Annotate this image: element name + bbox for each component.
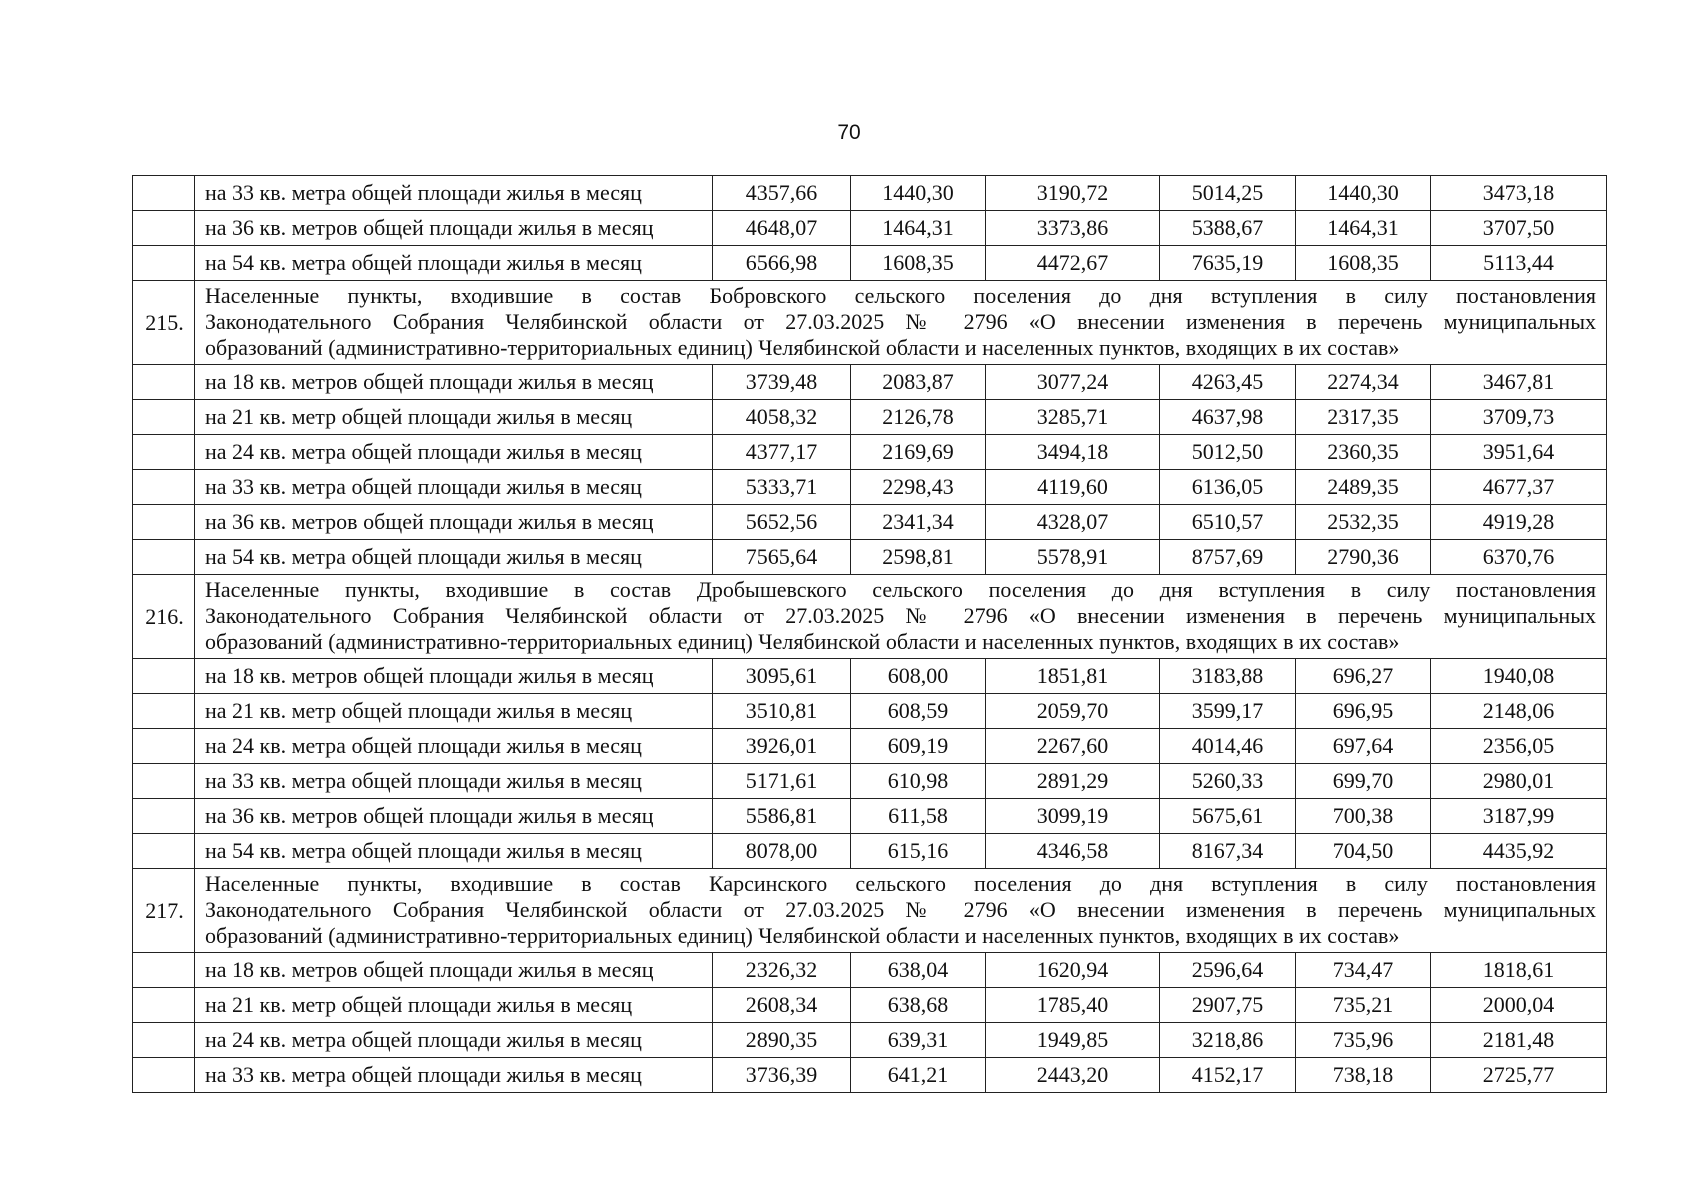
value-cell: 2169,69 — [851, 435, 986, 470]
table-row — [133, 400, 1607, 435]
value-cell: 7635,19 — [1160, 246, 1296, 281]
row-number-cell — [133, 470, 195, 505]
value-cell: 738,18 — [1296, 1058, 1431, 1093]
value-cell: 5333,71 — [713, 470, 851, 505]
value-cell: 2608,34 — [713, 988, 851, 1023]
row-label: на 18 кв. метров общей площади жилья в месяц — [195, 365, 713, 400]
value-cell: 1464,31 — [851, 211, 986, 246]
value-cell: 5675,61 — [1160, 799, 1296, 834]
value-cell: 608,00 — [851, 659, 986, 694]
value-cell: 639,31 — [851, 1023, 986, 1058]
value-cell: 734,47 — [1296, 953, 1431, 988]
section-number: 215. — [133, 281, 195, 365]
row-label: на 33 кв. метра общей площади жилья в месяц — [195, 470, 713, 505]
value-cell: 2341,34 — [851, 505, 986, 540]
section-title-line: образований (административно-территориальных единиц) Челябинской области и населенных пунктов, входящих в их состав» — [205, 335, 1400, 360]
row-number-cell — [133, 694, 195, 729]
row-number-cell — [133, 540, 195, 575]
page-number: 70 — [837, 121, 861, 144]
value-cell: 638,04 — [851, 953, 986, 988]
section-number: 217. — [133, 869, 195, 953]
row-number-cell — [133, 1023, 195, 1058]
value-cell: 6370,76 — [1431, 540, 1607, 575]
section-title-line: Населенные пункты, входившие в состав Бобровского сельского поселения до дня вступления в силу постановления — [205, 283, 1596, 308]
value-cell: 4357,66 — [713, 176, 851, 211]
section-title-line: Законодательного Собрания Челябинской области от 27.03.2025 № 2796 «О внесении изменения в перечень муниципальных — [205, 897, 1596, 922]
row-label: на 24 кв. метра общей площади жилья в месяц — [195, 1023, 713, 1058]
section-number: 216. — [133, 575, 195, 659]
table-row — [133, 435, 1607, 470]
value-cell: 2317,35 — [1296, 400, 1431, 435]
value-cell: 3467,81 — [1431, 365, 1607, 400]
value-cell: 696,95 — [1296, 694, 1431, 729]
value-cell: 5171,61 — [713, 764, 851, 799]
value-cell: 2443,20 — [986, 1058, 1160, 1093]
value-cell: 2083,87 — [851, 365, 986, 400]
row-label: на 21 кв. метр общей площади жилья в месяц — [195, 694, 713, 729]
value-cell: 3373,86 — [986, 211, 1160, 246]
row-number-cell — [133, 953, 195, 988]
value-cell: 5388,67 — [1160, 211, 1296, 246]
value-cell: 3190,72 — [986, 176, 1160, 211]
value-cell: 2274,34 — [1296, 365, 1431, 400]
value-cell: 8757,69 — [1160, 540, 1296, 575]
value-cell: 3599,17 — [1160, 694, 1296, 729]
row-number-cell — [133, 211, 195, 246]
value-cell: 1949,85 — [986, 1023, 1160, 1058]
section-title — [195, 281, 1607, 365]
row-label: на 33 кв. метра общей площади жилья в месяц — [195, 764, 713, 799]
value-cell: 1464,31 — [1296, 211, 1431, 246]
value-cell: 696,27 — [1296, 659, 1431, 694]
row-number-cell — [133, 729, 195, 764]
value-cell: 1940,08 — [1431, 659, 1607, 694]
value-cell: 735,21 — [1296, 988, 1431, 1023]
row-label: на 18 кв. метров общей площади жилья в месяц — [195, 953, 713, 988]
row-label: на 54 кв. метра общей площади жилья в месяц — [195, 834, 713, 869]
table-row — [133, 365, 1607, 400]
row-label: на 18 кв. метров общей площади жилья в месяц — [195, 659, 713, 694]
section-header-row — [133, 281, 1607, 365]
row-number-cell — [133, 1058, 195, 1093]
value-cell: 2725,77 — [1431, 1058, 1607, 1093]
tariff-table — [132, 175, 1607, 1093]
section-title — [195, 869, 1607, 953]
value-cell: 4648,07 — [713, 211, 851, 246]
value-cell: 4472,67 — [986, 246, 1160, 281]
value-cell: 2148,06 — [1431, 694, 1607, 729]
table-row — [133, 953, 1607, 988]
value-cell: 5113,44 — [1431, 246, 1607, 281]
row-number-cell — [133, 834, 195, 869]
row-label: на 21 кв. метр общей площади жилья в месяц — [195, 400, 713, 435]
row-label: на 36 кв. метров общей площади жилья в месяц — [195, 799, 713, 834]
row-label: на 24 кв. метра общей площади жилья в месяц — [195, 729, 713, 764]
value-cell: 2298,43 — [851, 470, 986, 505]
value-cell: 608,59 — [851, 694, 986, 729]
row-label: на 36 кв. метров общей площади жилья в месяц — [195, 211, 713, 246]
value-cell: 3473,18 — [1431, 176, 1607, 211]
value-cell: 3494,18 — [986, 435, 1160, 470]
value-cell: 697,64 — [1296, 729, 1431, 764]
table-row — [133, 764, 1607, 799]
row-number-cell — [133, 659, 195, 694]
value-cell: 1440,30 — [851, 176, 986, 211]
value-cell: 4058,32 — [713, 400, 851, 435]
table-row — [133, 729, 1607, 764]
row-label: на 33 кв. метра общей площади жилья в месяц — [195, 176, 713, 211]
value-cell: 2181,48 — [1431, 1023, 1607, 1058]
value-cell: 3077,24 — [986, 365, 1160, 400]
value-cell: 8078,00 — [713, 834, 851, 869]
row-label: на 54 кв. метра общей площади жилья в месяц — [195, 540, 713, 575]
value-cell: 2126,78 — [851, 400, 986, 435]
value-cell: 3709,73 — [1431, 400, 1607, 435]
value-cell: 609,19 — [851, 729, 986, 764]
value-cell: 4919,28 — [1431, 505, 1607, 540]
value-cell: 735,96 — [1296, 1023, 1431, 1058]
value-cell: 3183,88 — [1160, 659, 1296, 694]
table-row — [133, 1023, 1607, 1058]
value-cell: 5260,33 — [1160, 764, 1296, 799]
section-title-line: Законодательного Собрания Челябинской области от 27.03.2025 № 2796 «О внесении изменения в перечень муниципальных — [205, 603, 1596, 628]
value-cell: 4435,92 — [1431, 834, 1607, 869]
value-cell: 3187,99 — [1431, 799, 1607, 834]
value-cell: 4152,17 — [1160, 1058, 1296, 1093]
value-cell: 1608,35 — [1296, 246, 1431, 281]
value-cell: 615,16 — [851, 834, 986, 869]
value-cell: 6566,98 — [713, 246, 851, 281]
value-cell: 3510,81 — [713, 694, 851, 729]
row-label: на 21 кв. метр общей площади жилья в месяц — [195, 988, 713, 1023]
value-cell: 1851,81 — [986, 659, 1160, 694]
value-cell: 3951,64 — [1431, 435, 1607, 470]
row-label: на 54 кв. метра общей площади жилья в месяц — [195, 246, 713, 281]
value-cell: 3707,50 — [1431, 211, 1607, 246]
value-cell: 4014,46 — [1160, 729, 1296, 764]
value-cell: 5586,81 — [713, 799, 851, 834]
value-cell: 2907,75 — [1160, 988, 1296, 1023]
table-row — [133, 505, 1607, 540]
value-cell: 3285,71 — [986, 400, 1160, 435]
table-row — [133, 176, 1607, 211]
value-cell: 6136,05 — [1160, 470, 1296, 505]
value-cell: 3099,19 — [986, 799, 1160, 834]
value-cell: 3095,61 — [713, 659, 851, 694]
value-cell: 1620,94 — [986, 953, 1160, 988]
value-cell: 2598,81 — [851, 540, 986, 575]
value-cell: 2980,01 — [1431, 764, 1607, 799]
table-row — [133, 246, 1607, 281]
value-cell: 4328,07 — [986, 505, 1160, 540]
value-cell: 2356,05 — [1431, 729, 1607, 764]
value-cell: 3218,86 — [1160, 1023, 1296, 1058]
value-cell: 5012,50 — [1160, 435, 1296, 470]
value-cell: 2489,35 — [1296, 470, 1431, 505]
table-row — [133, 694, 1607, 729]
value-cell: 641,21 — [851, 1058, 986, 1093]
value-cell: 2360,35 — [1296, 435, 1431, 470]
section-title-line: Законодательного Собрания Челябинской области от 27.03.2025 № 2796 «О внесении изменения в перечень муниципальных — [205, 309, 1596, 334]
section-title-line: Населенные пункты, входившие в состав Карсинского сельского поселения до дня вступления в силу постановления — [205, 871, 1596, 896]
value-cell: 611,58 — [851, 799, 986, 834]
value-cell: 638,68 — [851, 988, 986, 1023]
value-cell: 7565,64 — [713, 540, 851, 575]
row-number-cell — [133, 365, 195, 400]
value-cell: 4637,98 — [1160, 400, 1296, 435]
value-cell: 1440,30 — [1296, 176, 1431, 211]
value-cell: 1608,35 — [851, 246, 986, 281]
section-header-row — [133, 575, 1607, 659]
table-row — [133, 1058, 1607, 1093]
row-number-cell — [133, 435, 195, 470]
row-number-cell — [133, 176, 195, 211]
table-row — [133, 470, 1607, 505]
table-row — [133, 540, 1607, 575]
value-cell: 5014,25 — [1160, 176, 1296, 211]
row-number-cell — [133, 246, 195, 281]
value-cell: 3739,48 — [713, 365, 851, 400]
value-cell: 1818,61 — [1431, 953, 1607, 988]
value-cell: 4677,37 — [1431, 470, 1607, 505]
row-number-cell — [133, 988, 195, 1023]
row-label: на 33 кв. метра общей площади жилья в месяц — [195, 1058, 713, 1093]
value-cell: 5578,91 — [986, 540, 1160, 575]
row-number-cell — [133, 400, 195, 435]
row-number-cell — [133, 764, 195, 799]
value-cell: 2891,29 — [986, 764, 1160, 799]
value-cell: 4263,45 — [1160, 365, 1296, 400]
value-cell: 2890,35 — [713, 1023, 851, 1058]
value-cell: 8167,34 — [1160, 834, 1296, 869]
section-header-row — [133, 869, 1607, 953]
section-title-line: Населенные пункты, входившие в состав Дробышевского сельского поселения до дня вступления в силу постановления — [205, 577, 1596, 602]
value-cell: 699,70 — [1296, 764, 1431, 799]
row-label: на 24 кв. метра общей площади жилья в месяц — [195, 435, 713, 470]
value-cell: 2267,60 — [986, 729, 1160, 764]
value-cell: 1785,40 — [986, 988, 1160, 1023]
value-cell: 4119,60 — [986, 470, 1160, 505]
row-number-cell — [133, 505, 195, 540]
value-cell: 3926,01 — [713, 729, 851, 764]
value-cell: 4377,17 — [713, 435, 851, 470]
table-row — [133, 834, 1607, 869]
value-cell: 3736,39 — [713, 1058, 851, 1093]
value-cell: 700,38 — [1296, 799, 1431, 834]
table-row — [133, 799, 1607, 834]
value-cell: 2000,04 — [1431, 988, 1607, 1023]
value-cell: 2790,36 — [1296, 540, 1431, 575]
value-cell: 2059,70 — [986, 694, 1160, 729]
value-cell: 5652,56 — [713, 505, 851, 540]
section-title-line: образований (административно-территориальных единиц) Челябинской области и населенных пунктов, входящих в их состав» — [205, 629, 1400, 654]
value-cell: 6510,57 — [1160, 505, 1296, 540]
row-number-cell — [133, 799, 195, 834]
value-cell: 704,50 — [1296, 834, 1431, 869]
value-cell: 2532,35 — [1296, 505, 1431, 540]
table-row — [133, 211, 1607, 246]
section-title — [195, 575, 1607, 659]
section-title-line: образований (административно-территориальных единиц) Челябинской области и населенных пунктов, входящих в их состав» — [205, 923, 1400, 948]
row-label: на 36 кв. метров общей площади жилья в месяц — [195, 505, 713, 540]
value-cell: 2596,64 — [1160, 953, 1296, 988]
value-cell: 4346,58 — [986, 834, 1160, 869]
table-row — [133, 659, 1607, 694]
value-cell: 610,98 — [851, 764, 986, 799]
value-cell: 2326,32 — [713, 953, 851, 988]
table-row — [133, 988, 1607, 1023]
